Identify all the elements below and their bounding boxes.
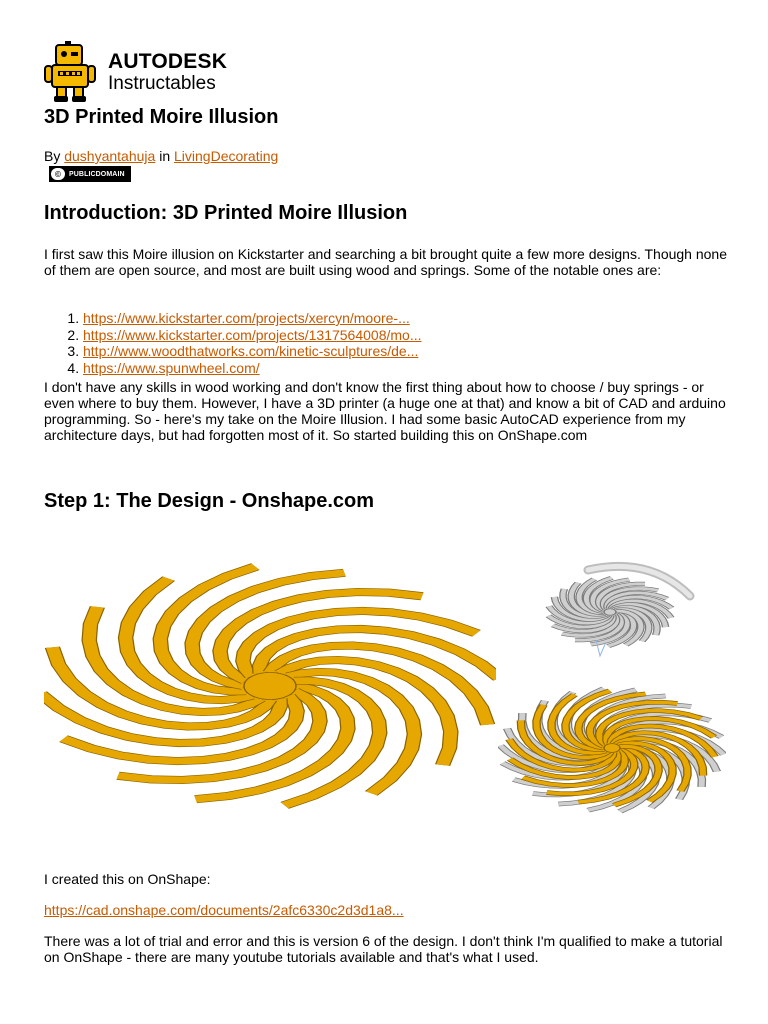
spiral-hub: [604, 609, 616, 616]
step-1-title: Step 1: The Design - Onshape.com: [44, 490, 375, 512]
intro-title: Introduction: 3D Printed Moire Illusion: [44, 202, 408, 224]
reference-link-2[interactable]: https://www.kickstarter.com/projects/1317564008/mo...: [83, 326, 422, 343]
byline-in: in: [159, 148, 171, 164]
byline-by: By: [44, 148, 61, 164]
site-logo[interactable]: [44, 40, 264, 104]
list-item: [83, 310, 422, 327]
page-title: 3D Printed Moire Illusion: [44, 106, 279, 128]
intro-paragraph-1: I first saw this Moire illusion on Kickstarter and searching a bit brought quite a few more designs. Though none of them are open source, and most are built using wood and springs. Some of the notable ones are:: [44, 246, 727, 278]
instructables-robot-icon: [44, 40, 96, 104]
author-link[interactable]: dushyantahuja: [64, 148, 156, 164]
reference-link-4[interactable]: https://www.spunwheel.com/: [83, 359, 260, 376]
list-item: [83, 360, 422, 377]
license-label: PUBLICDOMAIN: [69, 170, 125, 178]
brand-name: AUTODESK: [108, 50, 228, 73]
moire-design-render-combined[interactable]: [498, 682, 726, 818]
public-domain-icon: ©: [51, 168, 65, 180]
moire-design-render-main[interactable]: [44, 560, 496, 810]
spiral-hub: [604, 744, 620, 753]
list-item: [83, 327, 422, 344]
onshape-link-line: [44, 902, 404, 918]
onshape-document-link[interactable]: https://cad.onshape.com/documents/2afc6330c2d3d1a8...: [44, 902, 404, 918]
reference-links: [44, 310, 422, 376]
reference-link-1[interactable]: https://www.kickstarter.com/projects/xercyn/moore-...: [83, 310, 410, 326]
reference-link-3[interactable]: http://www.woodthatworks.com/kinetic-sculptures/de...: [83, 343, 419, 359]
category-link[interactable]: LivingDecorating: [174, 148, 279, 164]
spiral-hub: [244, 672, 296, 699]
license-badge[interactable]: [49, 166, 131, 182]
list-item: [83, 343, 422, 360]
byline: [44, 148, 278, 164]
moire-design-render-silver[interactable]: [540, 560, 700, 660]
brand-subname: Instructables: [108, 73, 216, 94]
step-1-paragraph-1: I created this on OnShape:: [44, 871, 211, 887]
step-1-paragraph-2: There was a lot of trial and error and this is version 6 of the design. I don't think I'm qualified to make a tutorial on OnShape - there are many youtube tutorials available and that's what I used.: [44, 933, 723, 965]
intro-paragraph-2: I don't have any skills in wood working and don't know the first thing about how to choose / buy springs - or even where to buy them. However, I have a 3D printer (a huge one at that) and know a bit of CAD and arduino programming. So - here's my take on the Moire Illusion. I had some basic AutoCAD experience from my architecture days, but had forgotten most of it. So started building this on OnShape.com: [44, 379, 726, 443]
